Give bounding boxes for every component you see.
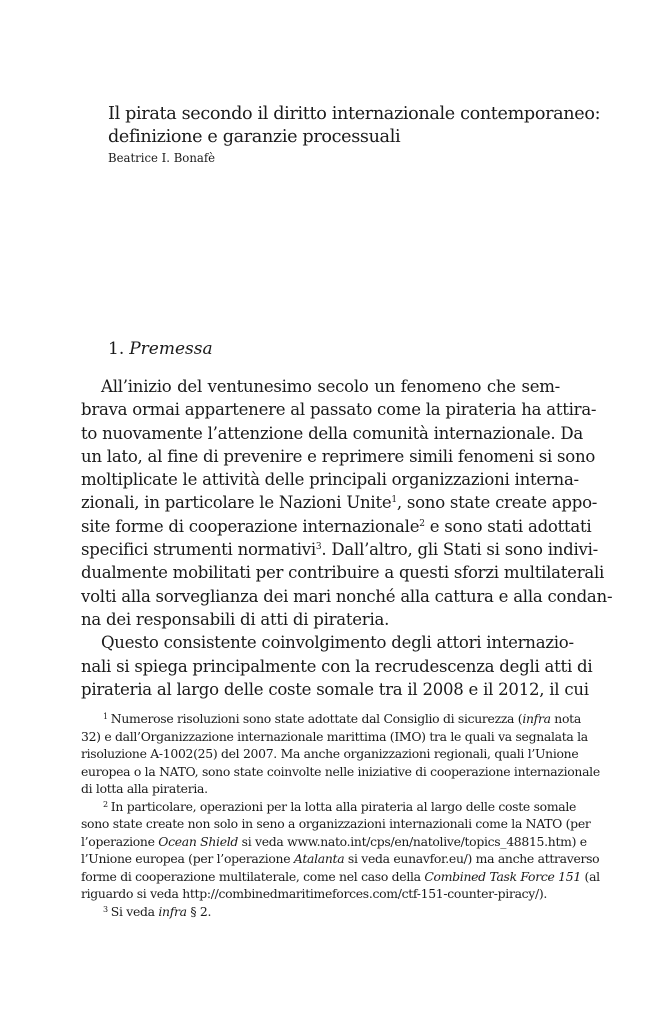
section-heading bbox=[108, 338, 213, 360]
footnote-reference[interactable]: 2 bbox=[419, 518, 425, 529]
footnote-line bbox=[81, 833, 587, 851]
text-fragment: (al bbox=[580, 868, 600, 884]
italic-text: Atalanta bbox=[293, 851, 345, 866]
text-line: nali si spiega principalmente con la recrudescenza degli atti di bbox=[81, 656, 593, 676]
footnote-number: 3 bbox=[103, 904, 108, 914]
text-line: na dei responsabili di atti di pirateria. bbox=[81, 609, 390, 629]
italic-text: infra bbox=[522, 711, 551, 726]
text-fragment: si veda www.nato.int/cps/en/natolive/topics_48815.htm) e bbox=[238, 833, 587, 849]
text-fragment: . Dall’altro, gli Stati si sono indivi- bbox=[321, 540, 599, 560]
paragraph-2 bbox=[81, 631, 593, 701]
text-fragment: l’operazione bbox=[81, 833, 159, 849]
footnote-line: riguardo si veda http://combinedmaritimeforces.com/ctf-151-counter-piracy/). bbox=[81, 886, 548, 901]
text-fragment: l’Unione europea (per l’operazione bbox=[81, 851, 294, 866]
footnotes bbox=[81, 710, 600, 920]
text-line: volti alla sorveglianza dei mari nonché alla cattura e alla condan- bbox=[81, 586, 613, 606]
text-line: dualmente mobilitati per contribuire a questi sforzi multilaterali bbox=[81, 563, 605, 583]
italic-text: Ocean Shield bbox=[158, 833, 239, 849]
text-fragment: zionali, in particolare le Nazioni Unite bbox=[81, 493, 392, 513]
text-fragment: specifici strumenti normativi bbox=[81, 540, 316, 560]
footnote-reference[interactable]: 1 bbox=[391, 495, 397, 506]
footnote-2 bbox=[81, 798, 600, 903]
text-fragment: e sono stati adottati bbox=[424, 516, 592, 536]
body-text bbox=[81, 375, 613, 701]
chapter-title-line-1: Il pirata secondo il diritto internazionale contemporaneo: bbox=[108, 104, 601, 124]
text-line: pirateria al largo delle coste somale tra il 2008 e il 2012, il cui bbox=[81, 679, 589, 699]
text-fragment: si veda eunavfor.eu/) ma anche attraverso bbox=[344, 851, 600, 866]
text-line: moltiplicate le attività delle principali organizzazioni interna- bbox=[81, 470, 579, 490]
footnote-line: risoluzione A-1002(25) del 2007. Ma anche organizzazioni regionali, quali l’Unione bbox=[81, 746, 579, 761]
paragraph-1 bbox=[81, 375, 613, 631]
section-number: 1. bbox=[108, 339, 125, 359]
text-line bbox=[81, 538, 599, 561]
text-line bbox=[81, 491, 598, 514]
text-fragment: site forme di cooperazione internazionale bbox=[81, 516, 420, 536]
text-fragment: § 2. bbox=[186, 903, 212, 919]
text-line: All’inizio del ventunesimo secolo un fenomeno che sem- bbox=[101, 377, 560, 396]
text-line bbox=[81, 515, 592, 538]
text-line: Questo consistente coinvolgimento degli attori internazio- bbox=[101, 633, 574, 653]
footnote-line bbox=[81, 710, 581, 728]
footnote-line bbox=[81, 903, 560, 921]
section-title: Premessa bbox=[129, 339, 213, 359]
footnote-reference[interactable]: 3 bbox=[315, 542, 322, 553]
text-fragment: nota bbox=[550, 711, 581, 726]
text-line: un lato, al fine di prevenire e reprimere simili fenomeni si sono bbox=[81, 446, 596, 466]
footnote-line: di lotta alla pirateria. bbox=[81, 781, 208, 796]
footnote-line bbox=[81, 798, 577, 816]
text-fragment: Numerose risoluzioni sono state adottate dal Consiglio di sicurezza ( bbox=[110, 711, 523, 726]
text-line: to nuovamente l’attenzione della comunità internazionale. Da bbox=[81, 423, 584, 443]
text-fragment: In particolare, operazioni per la lotta alla pirateria al largo delle coste somale bbox=[110, 798, 577, 814]
chapter-header bbox=[108, 103, 601, 166]
italic-text: Combined Task Force 151 bbox=[424, 868, 581, 884]
footnote-line: europea o la NATO, sono state coinvolte nelle iniziative di cooperazione internazionale bbox=[81, 763, 600, 779]
italic-text: infra bbox=[158, 903, 187, 919]
footnote-number: 1 bbox=[103, 712, 108, 721]
text-fragment: forme di cooperazione multilaterale, come nel caso della bbox=[81, 868, 425, 884]
text-fragment: Si veda bbox=[110, 903, 159, 919]
text-fragment: , sono state create appo- bbox=[396, 493, 598, 513]
footnote-line: sono state create non solo in seno a organizzazioni internazionali come la NATO (per bbox=[81, 816, 591, 831]
footnote-line bbox=[81, 868, 600, 886]
footnote-line: 32) e dall’Organizzazione internazionale marittima (IMO) tra le quali va segnalata la bbox=[81, 728, 588, 744]
footnote-3 bbox=[81, 903, 560, 921]
author-name: Beatrice I. Bonafè bbox=[108, 151, 216, 165]
footnote-number: 2 bbox=[103, 799, 108, 809]
footnote-line bbox=[81, 850, 600, 868]
footnote-1 bbox=[81, 710, 600, 798]
chapter-title-line-2: definizione e garanzie processuali bbox=[108, 127, 401, 147]
text-line: brava ormai appartenere al passato come la pirateria ha attira- bbox=[81, 400, 597, 420]
